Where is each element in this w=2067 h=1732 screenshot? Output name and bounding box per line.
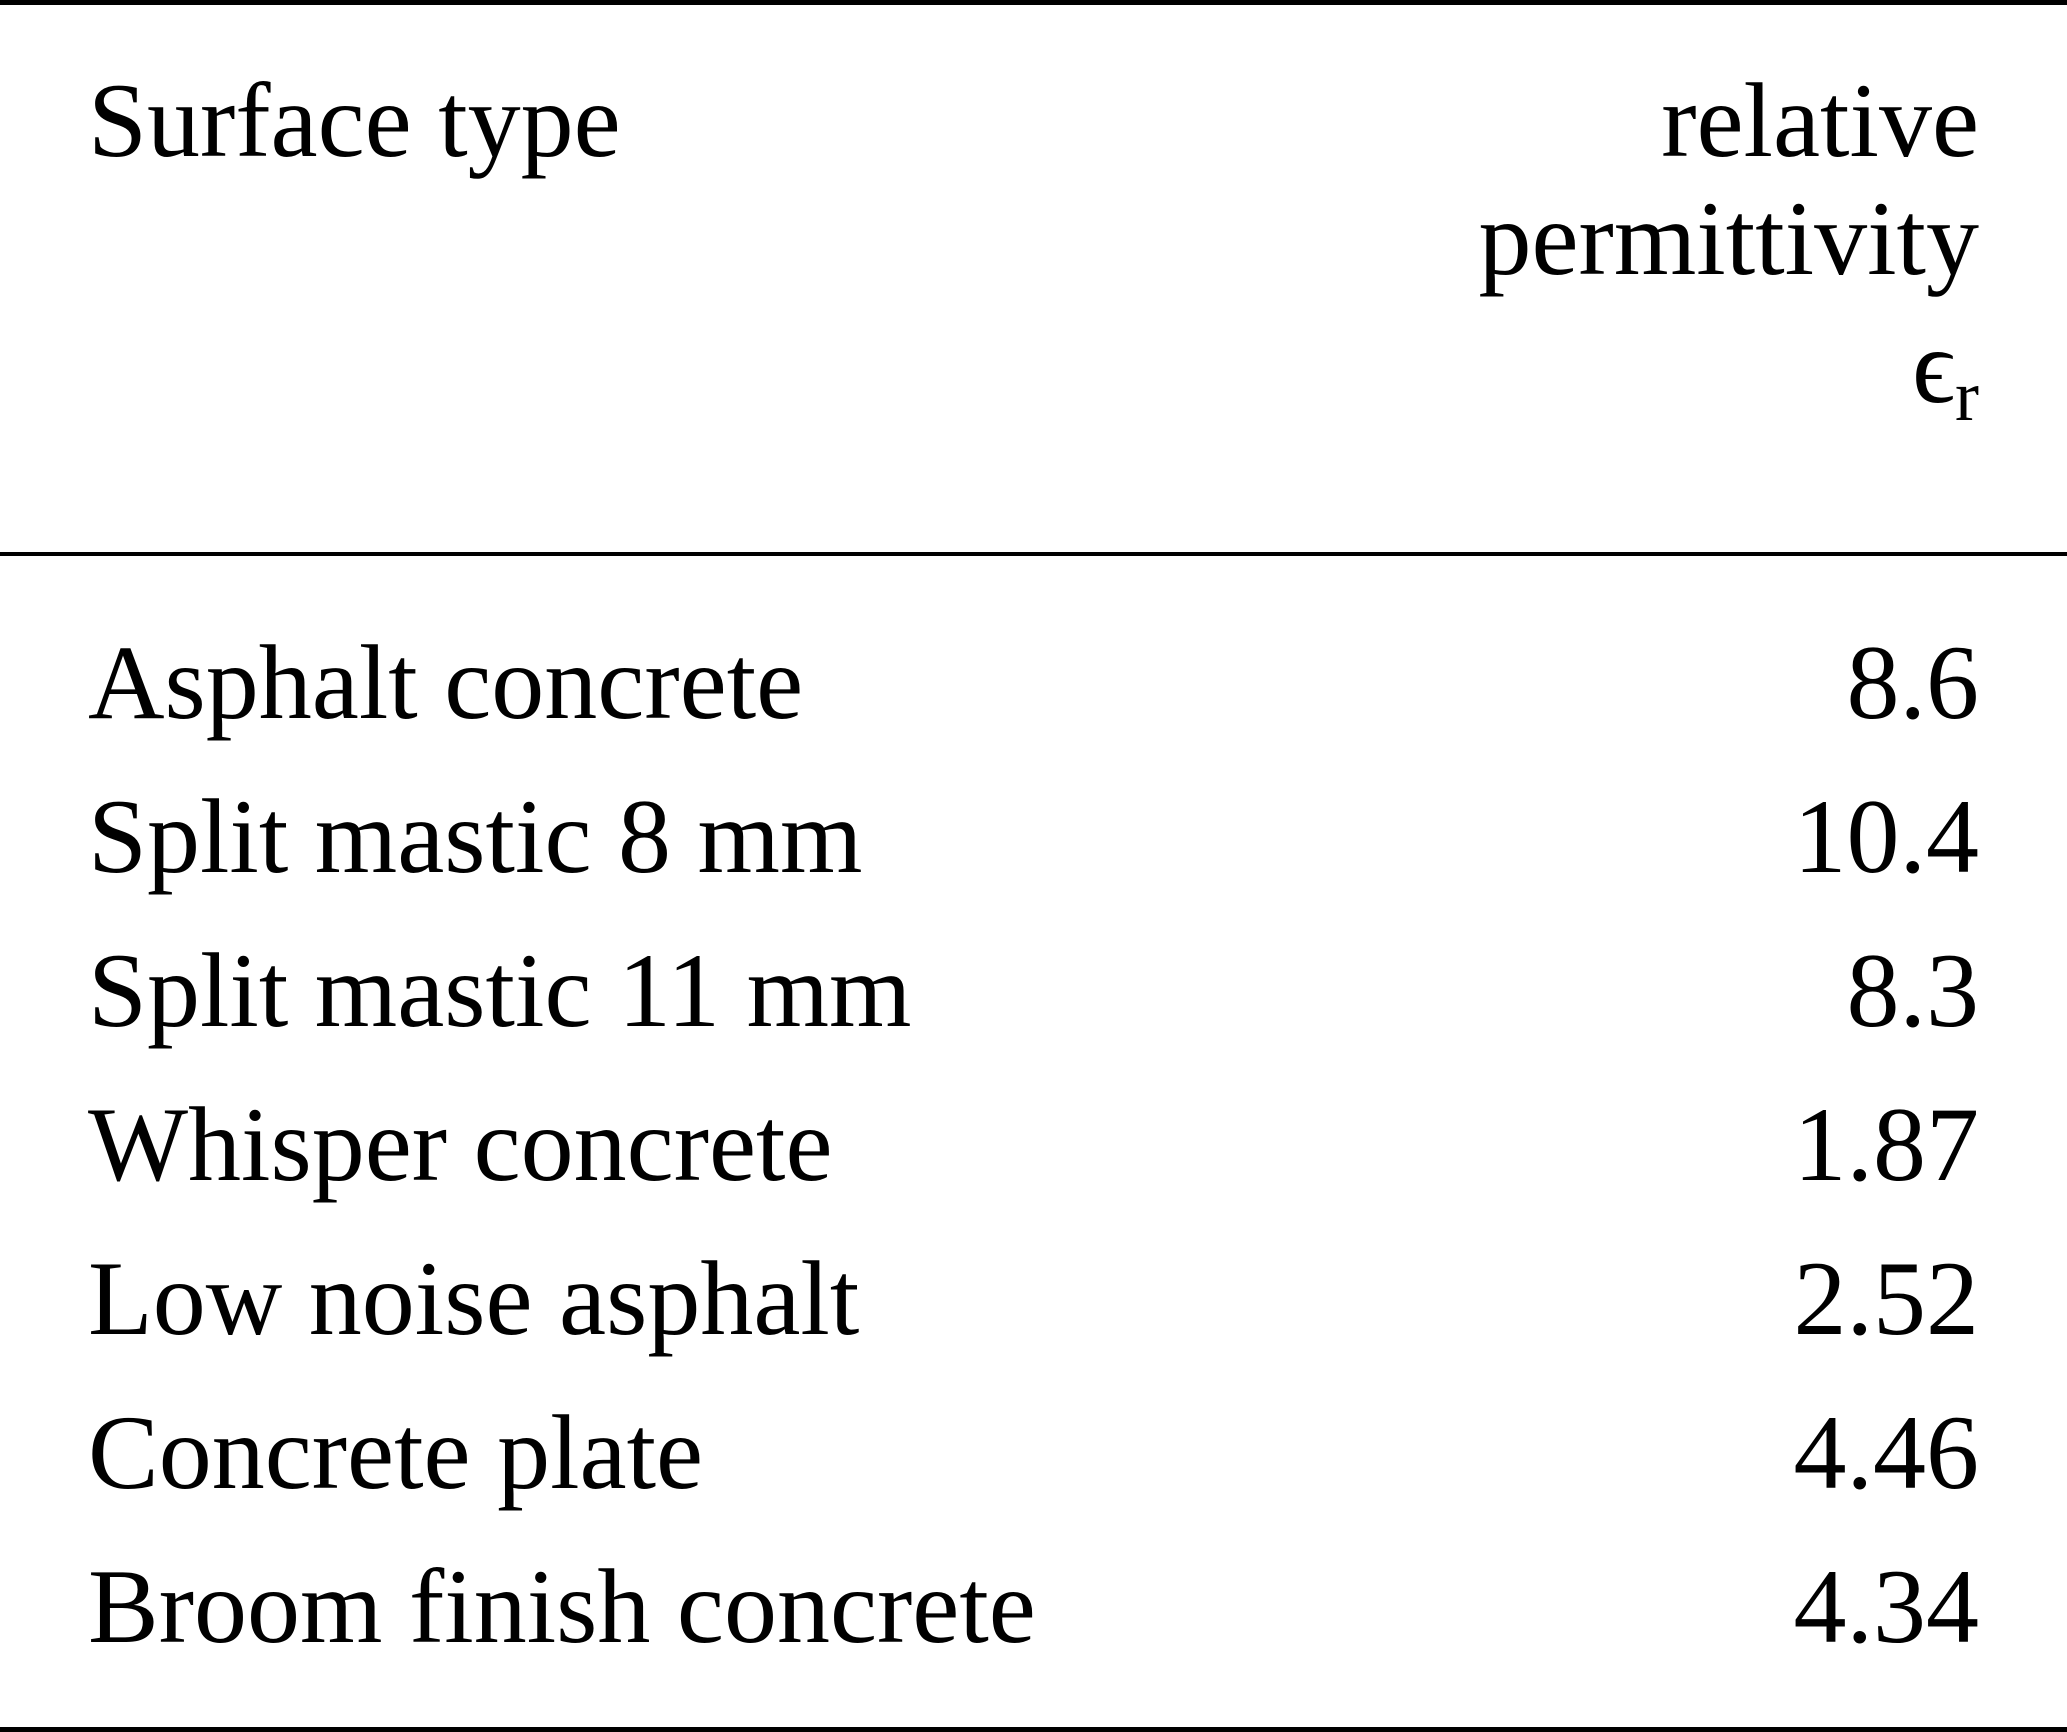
table-top-rule — [0, 0, 2067, 5]
surface-type-cell: Asphalt concrete — [88, 624, 804, 741]
surface-type-cell: Broom finish concrete — [88, 1548, 1036, 1665]
table-header-rule — [0, 552, 2067, 556]
header-permittivity-line1: relative — [1661, 62, 1979, 179]
permittivity-cell: 8.3 — [1846, 932, 1979, 1049]
surface-type-cell: Concrete plate — [88, 1394, 704, 1511]
table-row — [88, 760, 1979, 914]
permittivity-cell: 8.6 — [1846, 624, 1979, 741]
table-row — [88, 1530, 1979, 1684]
table-body — [88, 606, 1979, 1684]
permittivity-cell: 1.87 — [1793, 1086, 1979, 1203]
permittivity-cell: 10.4 — [1793, 778, 1979, 895]
permittivity-cell: 4.46 — [1793, 1394, 1979, 1511]
table-row — [88, 1376, 1979, 1530]
surface-type-cell: Whisper concrete — [88, 1086, 833, 1203]
permittivity-cell: 2.52 — [1793, 1240, 1979, 1357]
permittivity-cell: 4.34 — [1793, 1548, 1979, 1665]
header-surface-type: Surface type — [88, 62, 621, 179]
surface-type-cell: Split mastic 8 mm — [88, 778, 863, 895]
table-row — [88, 914, 1979, 1068]
table-row — [88, 1068, 1979, 1222]
table-row — [88, 1222, 1979, 1376]
surface-type-cell: Low noise asphalt — [88, 1240, 860, 1357]
header-permittivity-line2: permittivity — [1478, 180, 1979, 297]
table-bottom-rule — [0, 1727, 2067, 1732]
header-permittivity-symbol — [1479, 308, 1980, 455]
epsilon-subscript: r — [1955, 356, 1979, 436]
header-relative-permittivity — [1479, 62, 1980, 455]
table-row — [88, 606, 1979, 760]
surface-type-cell: Split mastic 11 mm — [88, 932, 912, 1049]
epsilon-symbol: ϵ — [1912, 308, 1956, 425]
